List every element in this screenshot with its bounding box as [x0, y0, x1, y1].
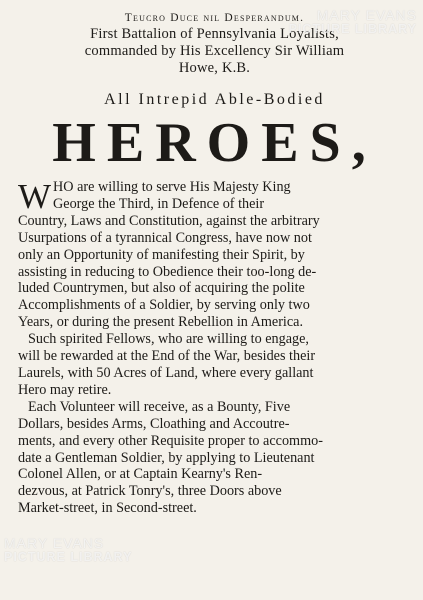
- text-line: ments, and every other Requisite proper to accommo-: [18, 432, 323, 449]
- battalion-line: commanded by His Excellency Sir William: [84, 43, 345, 59]
- text-line: Laurels, with 50 Acres of Land, where every gallant: [18, 364, 314, 381]
- battalion-heading: [18, 26, 411, 77]
- text-line: dezvous, at Patrick Tonry's, three Doors above: [18, 483, 282, 500]
- text-line: George the Third, in Defence of their: [53, 195, 265, 212]
- text-line: Usurpations of a tyrannical Congress, have now not: [18, 229, 312, 246]
- text-line: Country, Laws and Constitution, against the arbitrary: [18, 212, 320, 229]
- text-line: Each Volunteer will receive, as a Bounty, Five: [28, 398, 291, 415]
- text-line: luded Countrymen, but also of acquiring the polite: [18, 280, 305, 297]
- drop-cap: W: [18, 177, 52, 216]
- paragraph-1: [18, 179, 411, 331]
- paragraph-2: [18, 331, 411, 399]
- battalion-line: First Battalion of Pennsylvania Loyalists,: [90, 26, 339, 42]
- watermark-library: PICTURE LIBRARY: [288, 22, 417, 36]
- text-line: Colonel Allen, or at Captain Kearny's Ren-: [18, 466, 263, 483]
- latin-motto: Teucro Duce nil Desperandum.: [124, 12, 305, 24]
- text-line: Dollars, besides Arms, Cloathing and Accoutre-: [18, 415, 290, 432]
- text-line: date a Gentleman Soldier, by applying to Lieutenant: [18, 449, 315, 466]
- text-line: assisting in reducing to Obedience their too-long de-: [18, 263, 317, 280]
- headline: HEROES,: [52, 112, 377, 174]
- text-line: HO are willing to serve His Majesty King: [53, 179, 291, 195]
- watermark-name: MARY EVANS: [316, 7, 417, 23]
- battalion-line: Howe, K.B.: [178, 60, 251, 76]
- subtitle: All Intrepid Able-Bodied: [104, 91, 325, 108]
- watermark-library: PICTURE LIBRARY: [4, 550, 133, 564]
- text-line: will be rewarded at the End of the War, besides their: [18, 348, 316, 365]
- text-line: Hero may retire.: [18, 381, 112, 398]
- text-line: Market-street, in Second-street.: [18, 500, 197, 517]
- text-line: Accomplishments of a Soldier, by serving only two: [18, 297, 310, 314]
- text-line: Such spirited Fellows, who are willing to engage,: [28, 331, 309, 348]
- watermark-name: MARY EVANS: [4, 535, 105, 551]
- paragraph-3: [18, 399, 411, 517]
- text-line: Years, or during the present Rebellion in America.: [18, 314, 304, 331]
- text-line: only an Opportunity of manifesting their Spirit, by: [18, 246, 305, 263]
